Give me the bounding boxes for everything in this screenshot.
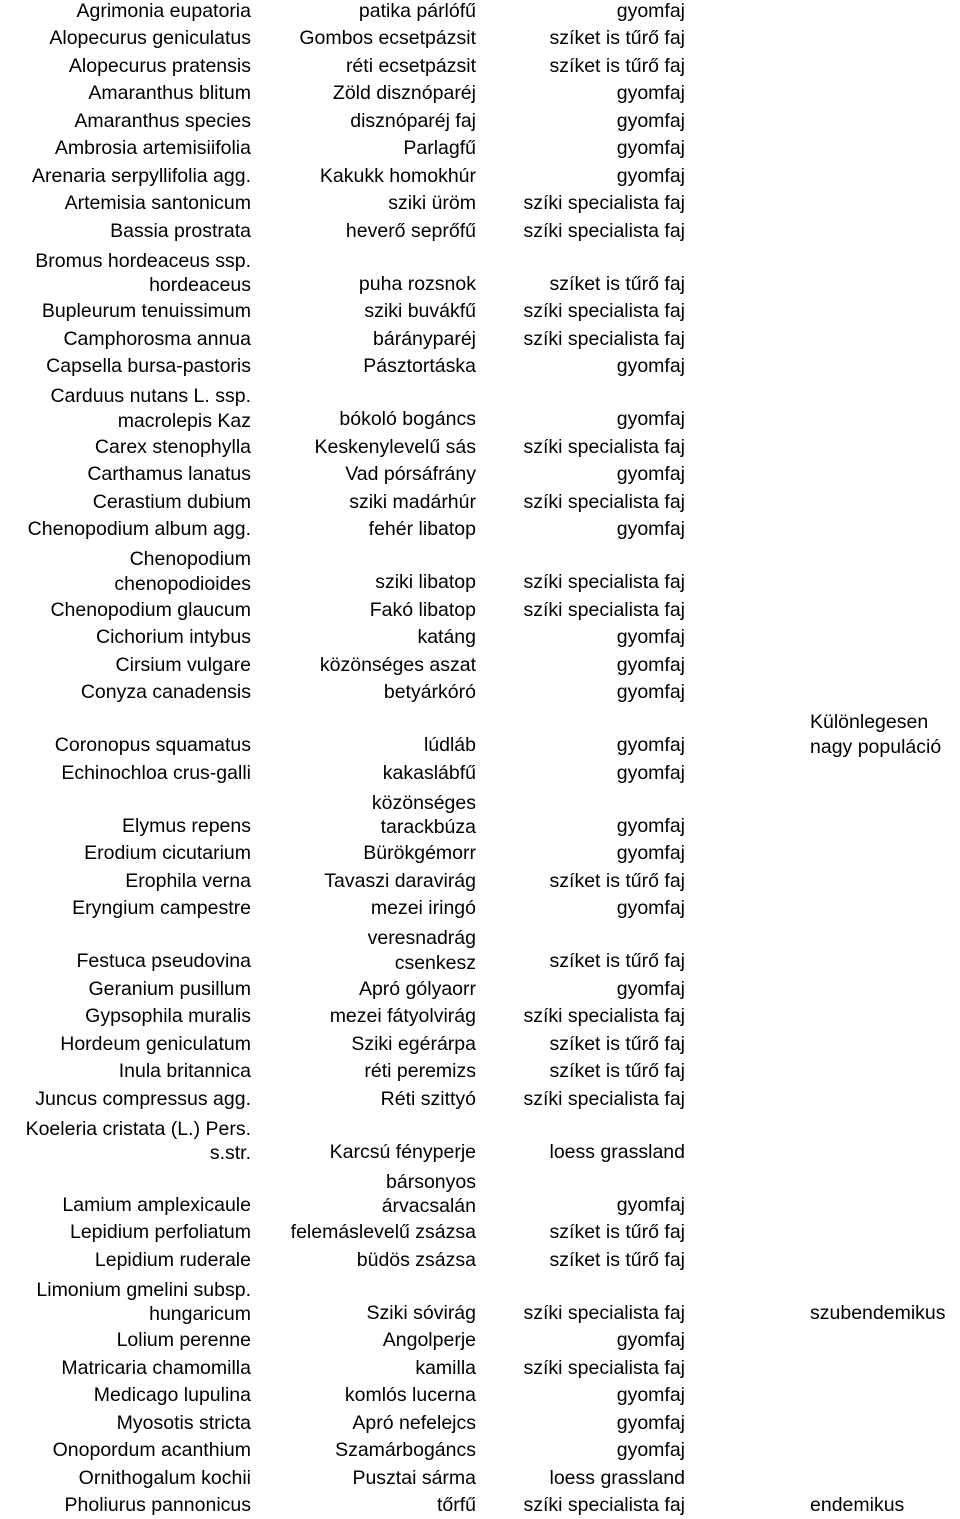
hungarian-name-cell-line: Szamárbogáncs: [335, 1437, 476, 1464]
hungarian-name-cell-line: Kakukk homokhúr: [320, 163, 476, 190]
latin-name-cell-line: Juncus compressus agg.: [35, 1086, 251, 1113]
table-row: [0, 80, 960, 108]
category-text: szíket is tűrő faj: [550, 25, 685, 52]
latin-name-cell-line: Coronopus squamatus: [55, 732, 251, 759]
category-text: szíki specialista faj: [524, 1492, 685, 1519]
latin-name-cell-line: Limonium gmelini subsp.: [36, 1278, 251, 1303]
hungarian-name-cell-line: Parlagfű: [403, 135, 476, 162]
hungarian-name-cell-line: mezei fátyolvirág: [330, 1003, 476, 1030]
table-row: [0, 325, 960, 353]
table-row: [0, 190, 960, 218]
category-text: gyomfaj: [617, 163, 685, 190]
hungarian-name-cell-line: közönséges: [372, 791, 476, 816]
category-text: gyomfaj: [617, 461, 685, 488]
hungarian-name-cell-line: Apró nefelejcs: [352, 1410, 476, 1437]
latin-name-cell-line: Geranium pusillum: [88, 976, 251, 1003]
latin-name-cell-line: Matricaria chamomilla: [61, 1355, 251, 1382]
latin-name-cell-line: macrolepis Kaz: [50, 409, 251, 434]
category-text: szíki specialista faj: [524, 218, 685, 245]
category-text: loess grassland: [550, 1139, 686, 1166]
hungarian-name-cell-line: Sziki sóvirág: [367, 1300, 476, 1327]
category-text: gyomfaj: [617, 516, 685, 543]
latin-name-cell-line: Agrimonia eupatoria: [76, 0, 251, 25]
hungarian-name-cell-line: disznóparéj faj: [350, 108, 476, 135]
hungarian-name-cell-line: sziki üröm: [388, 190, 476, 217]
table-row: [0, 867, 960, 895]
category-text: gyomfaj: [617, 406, 685, 433]
table-row: [0, 840, 960, 868]
category-text: szíket is tűrő faj: [550, 1058, 685, 1085]
hungarian-name-cell-line: csenkesz: [368, 951, 476, 976]
table-row: [0, 1246, 960, 1274]
hungarian-name-cell-line: fehér libatop: [369, 516, 476, 543]
category-text: gyomfaj: [617, 732, 685, 759]
latin-name-cell-line: Alopecurus pratensis: [69, 53, 251, 80]
latin-name-cell-line: Carex stenophylla: [95, 434, 251, 461]
table-row: [0, 1437, 960, 1465]
hungarian-name-cell-line: réti ecsetpázsit: [346, 53, 476, 80]
hungarian-name-cell-line: közönséges aszat: [320, 652, 476, 679]
table-row: [0, 1464, 960, 1492]
category-text: szíki specialista faj: [524, 326, 685, 353]
latin-name-cell-line: Lepidium ruderale: [95, 1247, 251, 1274]
hungarian-name-cell-line: bársonyos: [382, 1170, 476, 1195]
category-text: szíki specialista faj: [524, 569, 685, 596]
latin-name-cell-line: s.str.: [26, 1141, 251, 1166]
table-row: [0, 1327, 960, 1355]
table-row: [0, 298, 960, 326]
category-text: szíket is tűrő faj: [550, 271, 685, 298]
table-row: [0, 135, 960, 163]
table-row: [0, 895, 960, 923]
hungarian-name-cell-line: Bürökgémorr: [363, 840, 476, 867]
latin-name-cell-line: Amaranthus species: [74, 108, 251, 135]
category-text: gyomfaj: [617, 1410, 685, 1437]
table-row: [0, 1003, 960, 1031]
latin-name-cell-line: Eryngium campestre: [72, 895, 251, 922]
latin-name-cell-line: Lepidium perfoliatum: [70, 1219, 251, 1246]
note-cell-line: szubendemikus: [810, 1300, 946, 1327]
table-row: [0, 461, 960, 489]
table-row: [0, 596, 960, 624]
hungarian-name-cell-line: Réti szittyó: [381, 1086, 476, 1113]
latin-name-cell-line: Festuca pseudovina: [76, 948, 251, 975]
table-row: [0, 1492, 960, 1519]
category-text: gyomfaj: [617, 0, 685, 25]
latin-name-cell-line: hordeaceus: [35, 273, 251, 298]
hungarian-name-cell-line: mezei iringó: [371, 895, 476, 922]
category-text: gyomfaj: [617, 353, 685, 380]
table-row: [0, 1409, 960, 1437]
hungarian-name-cell-line: Keskenylevelű sás: [314, 434, 476, 461]
hungarian-name-cell-line: Sziki egérárpa: [351, 1031, 476, 1058]
latin-name-cell-line: Amaranthus blitum: [88, 80, 251, 107]
category-text: gyomfaj: [617, 1327, 685, 1354]
hungarian-name-cell-line: Pásztortáska: [363, 353, 476, 380]
latin-name-cell-line: Elymus repens: [122, 813, 251, 840]
latin-name-cell-line: Pholiurus pannonicus: [65, 1492, 251, 1519]
table-row: [0, 787, 960, 840]
category-text: szíket is tűrő faj: [550, 948, 685, 975]
hungarian-name-cell-line: veresnadrág: [368, 926, 476, 951]
latin-name-cell-line: Erophila verna: [125, 868, 251, 895]
category-text: gyomfaj: [617, 895, 685, 922]
latin-name-cell-line: Cerastium dubium: [93, 489, 251, 516]
hungarian-name-cell-line: bárányparéj: [373, 326, 476, 353]
category-text: szíki specialista faj: [524, 1086, 685, 1113]
category-text: gyomfaj: [617, 976, 685, 1003]
hungarian-name-cell-line: Vad pórsáfrány: [345, 461, 476, 488]
hungarian-name-cell-line: puha rozsnok: [359, 271, 476, 298]
category-text: szíki specialista faj: [524, 1300, 685, 1327]
latin-name-cell-line: Chenopodium glaucum: [50, 597, 251, 624]
hungarian-name-cell-line: katáng: [417, 624, 476, 651]
table-row: [0, 25, 960, 53]
hungarian-name-cell-line: felemáslevelű zsázsa: [291, 1219, 476, 1246]
hungarian-name-cell-line: Tavaszi daravirág: [324, 868, 476, 895]
table-row: [0, 380, 960, 433]
hungarian-name-cell-line: Pusztai sárma: [352, 1465, 476, 1492]
hungarian-name-cell-line: sziki buvákfű: [364, 298, 476, 325]
category-text: szíki specialista faj: [524, 434, 685, 461]
hungarian-name-cell-line: patika párlófű: [359, 0, 476, 25]
latin-name-cell-line: Conyza canadensis: [81, 679, 251, 706]
hungarian-name-cell-line: sziki madárhúr: [349, 489, 476, 516]
latin-name-cell-line: Capsella bursa-pastoris: [46, 353, 251, 380]
table-row: [0, 975, 960, 1003]
latin-name-cell-line: Ornithogalum kochii: [79, 1465, 251, 1492]
latin-name-cell-line: Bupleurum tenuissimum: [42, 298, 251, 325]
category-text: szíket is tűrő faj: [550, 868, 685, 895]
category-text: szíki specialista faj: [524, 597, 685, 624]
hungarian-name-cell-line: Zöld disznóparéj: [333, 80, 476, 107]
hungarian-name-cell-line: Fakó libatop: [370, 597, 476, 624]
table-row: [0, 245, 960, 298]
hungarian-name-cell-line: tarackbúza: [372, 815, 476, 840]
latin-name-cell-line: hungaricum: [36, 1302, 251, 1327]
table-row: [0, 1030, 960, 1058]
latin-name-cell-line: Lamium amplexicaule: [62, 1192, 251, 1219]
latin-name-cell-line: Echinochloa crus-galli: [61, 760, 251, 787]
category-text: gyomfaj: [617, 679, 685, 706]
table-row: [0, 543, 960, 596]
hungarian-name-cell-line: kamilla: [415, 1355, 476, 1382]
table-row: [0, 706, 960, 759]
table-row: [0, 679, 960, 707]
hungarian-name-cell-line: Angolperje: [383, 1327, 476, 1354]
category-text: gyomfaj: [617, 624, 685, 651]
table-row: [0, 1058, 960, 1086]
category-text: gyomfaj: [617, 108, 685, 135]
latin-name-cell-line: Bromus hordeaceus ssp.: [35, 249, 251, 274]
table-row: [0, 107, 960, 135]
category-text: gyomfaj: [617, 80, 685, 107]
table-row: [0, 162, 960, 190]
hungarian-name-cell-line: Karcsú fényperje: [330, 1139, 476, 1166]
table-row: [0, 624, 960, 652]
latin-name-cell-line: Camphorosma annua: [63, 326, 251, 353]
category-text: gyomfaj: [617, 840, 685, 867]
table-row: [0, 1085, 960, 1113]
hungarian-name-cell-line: Apró gólyaorr: [359, 976, 476, 1003]
note-cell-line: endemikus: [810, 1492, 904, 1519]
latin-name-cell-line: Onopordum acanthium: [53, 1437, 251, 1464]
latin-name-cell-line: Myosotis stricta: [117, 1410, 251, 1437]
table-row: [0, 1219, 960, 1247]
category-text: szíki specialista faj: [524, 1003, 685, 1030]
table-row: [0, 0, 960, 25]
latin-name-cell-line: Koeleria cristata (L.) Pers.: [26, 1117, 251, 1142]
latin-name-cell-line: Carthamus lanatus: [87, 461, 251, 488]
latin-name-cell-line: Carduus nutans L. ssp.: [50, 384, 251, 409]
category-text: szíket is tűrő faj: [550, 1247, 685, 1274]
category-text: gyomfaj: [617, 1192, 685, 1219]
latin-name-cell-line: Ambrosia artemisiifolia: [55, 135, 251, 162]
table-row: [0, 433, 960, 461]
latin-name-cell-line: Erodium cicutarium: [84, 840, 251, 867]
category-text: gyomfaj: [617, 760, 685, 787]
latin-name-cell-line: Arenaria serpyllifolia agg.: [32, 163, 251, 190]
hungarian-name-cell-line: heverő seprőfű: [346, 218, 476, 245]
table-row: [0, 759, 960, 787]
category-text: gyomfaj: [617, 1382, 685, 1409]
latin-name-cell-line: Gypsophila muralis: [85, 1003, 251, 1030]
table-row: [0, 52, 960, 80]
latin-name-cell-line: Medicago lupulina: [94, 1382, 251, 1409]
latin-name-cell-line: Hordeum geniculatum: [60, 1031, 251, 1058]
table-row: [0, 353, 960, 381]
note-cell-line: Különlegesen: [810, 710, 941, 735]
latin-name-cell-line: Alopecurus geniculatus: [49, 25, 251, 52]
table-row: [0, 1354, 960, 1382]
category-text: szíket is tűrő faj: [550, 1219, 685, 1246]
latin-name-cell-line: Chenopodium: [114, 547, 251, 572]
category-text: gyomfaj: [617, 1437, 685, 1464]
hungarian-name-cell-line: tőrfű: [437, 1492, 476, 1519]
hungarian-name-cell-line: Gombos ecsetpázsit: [299, 25, 476, 52]
latin-name-cell-line: Inula britannica: [119, 1058, 251, 1085]
hungarian-name-cell-line: sziki libatop: [375, 569, 476, 596]
table-row: [0, 488, 960, 516]
latin-name-cell-line: Chenopodium album agg.: [28, 516, 251, 543]
table-row: [0, 516, 960, 544]
latin-name-cell-line: Artemisia santonicum: [65, 190, 251, 217]
hungarian-name-cell-line: kakaslábfű: [383, 760, 476, 787]
note-cell-line: nagy populáció: [810, 735, 941, 760]
category-text: gyomfaj: [617, 813, 685, 840]
table-row: [0, 217, 960, 245]
hungarian-name-cell-line: büdös zsázsa: [357, 1247, 476, 1274]
table-row: [0, 1382, 960, 1410]
category-text: szíki specialista faj: [524, 1355, 685, 1382]
category-text: szíket is tűrő faj: [550, 53, 685, 80]
latin-name-cell-line: Bassia prostrata: [110, 218, 251, 245]
latin-name-cell-line: Cirsium vulgare: [116, 652, 251, 679]
hungarian-name-cell-line: komlós lucerna: [345, 1382, 476, 1409]
category-text: gyomfaj: [617, 652, 685, 679]
table-row: [0, 1274, 960, 1327]
category-text: szíket is tűrő faj: [550, 1031, 685, 1058]
hungarian-name-cell-line: lúdláb: [424, 732, 476, 759]
hungarian-name-cell-line: bókoló bogáncs: [339, 406, 476, 433]
hungarian-name-cell-line: betyárkóró: [384, 679, 476, 706]
table-row: [0, 922, 960, 975]
category-text: gyomfaj: [617, 135, 685, 162]
table-row: [0, 1113, 960, 1166]
category-text: szíki specialista faj: [524, 298, 685, 325]
category-text: szíki specialista faj: [524, 489, 685, 516]
category-text: szíki specialista faj: [524, 190, 685, 217]
table-row: [0, 1166, 960, 1219]
latin-name-cell-line: chenopodioides: [114, 572, 251, 597]
table-row: [0, 651, 960, 679]
hungarian-name-cell-line: árvacsalán: [382, 1194, 476, 1219]
hungarian-name-cell-line: réti peremizs: [364, 1058, 476, 1085]
category-text: loess grassland: [550, 1465, 686, 1492]
latin-name-cell-line: Cichorium intybus: [96, 624, 251, 651]
latin-name-cell-line: Lolium perenne: [117, 1327, 251, 1354]
